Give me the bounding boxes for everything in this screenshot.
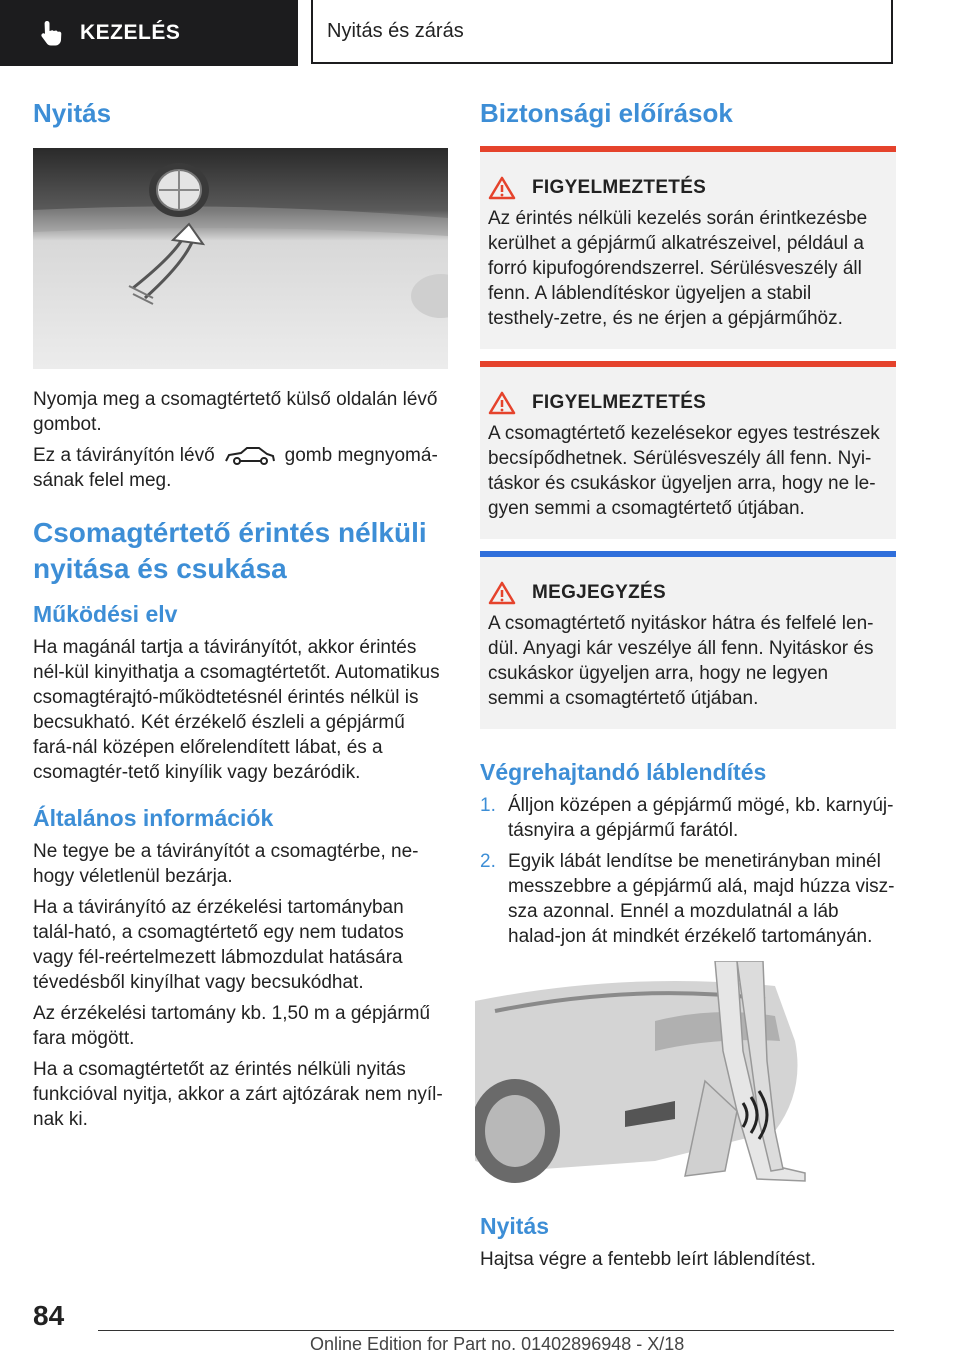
list-item: 2. Egyik lábát lendítse be menetirányban minél messzebbre a gépjármű alá, majd húzza visz-sza azonnal. Ennél a mozdulatnál a láb halad-jon át mindkét érzékelő tartományán. — [480, 851, 895, 947]
section-tab — [0, 0, 298, 66]
warning-text-2: A csomagtértető kezelésekor egyes testrészek becsípődhetnek. Sérülésveszély áll fenn. Nyi-táskor és csukáskor ügyeljen arra, hogy ne le-gyen semmi a csomagtértető útjában. — [488, 423, 880, 519]
left-column — [33, 96, 448, 1132]
heading-nyitas: Nyitás — [33, 98, 112, 128]
warning-title-2: FIGYELMEZTETÉS — [532, 392, 707, 413]
paragraph-remote-equivalent: Ez a távirányítón lévő gomb megnyomá- sának felel meg. — [33, 445, 438, 491]
pointing-hand-icon — [36, 18, 66, 48]
heading-general-info: Általános információk — [33, 805, 274, 831]
car-outline-icon — [223, 446, 277, 466]
paragraph-info-4: Ha a csomagtértetőt az érintés nélküli nyitás funkcióval nyitja, akkor a zárt ajtózárak nem nyíl-nak ki. — [33, 1059, 443, 1130]
chapter-tab — [311, 0, 893, 64]
footer-edition: Online Edition for Part no. 01402896948 - X/18 — [310, 1334, 685, 1354]
steps-list — [480, 793, 896, 949]
paragraph-info-3: Az érzékelési tartomány kb. 1,50 m a gépjármű fara mögött. — [33, 1003, 431, 1049]
heading-contactless: Csomagtértető érintés nélküli nyitása és csukása — [33, 517, 427, 584]
paragraph-info-2: Ha a távirányító az érzékelési tartományban talál-ható, a csomagtértető egy nem tudatos vagy fél-reértelmezett lábmozdulat hatására tévedésből kinyílhat vagy becsukódhat. — [33, 897, 404, 993]
warning-text-1: Az érintés nélküli kezelés során érintkezésbe kerülhet a gépjármű alkatrészeivel, például a forró kipufogórendszerrel. Sérülésveszély áll fenn. A láblendítéskor ügyeljen a stabil testhely-zetre, és ne érjen a gépjárműhöz. — [488, 208, 868, 329]
heading-safety: Biztonsági előírások — [480, 98, 733, 128]
section-label: KEZELÉS — [80, 21, 181, 44]
note-text: A csomagtértető nyitáskor hátra és felfelé len-dül. Anyagi kár veszélye áll fenn. Nyitáskor és csukáskor ügyeljen arra, hogy ne legyen semmi a csomagtértető útjában. — [488, 613, 874, 709]
heading-open: Nyitás — [480, 1213, 550, 1239]
kick-sensor-illustration — [475, 961, 830, 1183]
chapter-label: Nyitás és zárás — [327, 19, 464, 42]
trunk-button-illustration — [33, 148, 448, 369]
page-header — [0, 0, 960, 66]
note-title: MEGJEGYZÉS — [532, 582, 666, 603]
warning-box-2 — [480, 361, 896, 539]
heading-principle: Működési elv — [33, 601, 178, 627]
paragraph-info-1: Ne tegye be a távirányítót a csomagtérbe, ne-hogy véletlenül bezárja. — [33, 841, 419, 887]
paragraph-press-button: Nyomja meg a csomagtértető külső oldalán lévő gombot. — [33, 389, 438, 435]
note-box — [480, 551, 896, 729]
warning-triangle-icon — [488, 176, 516, 200]
warning-triangle-icon — [488, 581, 516, 605]
warning-title-1: FIGYELMEZTETÉS — [532, 177, 707, 198]
list-item: 1. Álljon középen a gépjármű mögé, kb. karnyúj-tásnyira a gépjármű farától. — [480, 795, 894, 841]
page-number: 84 — [33, 1300, 65, 1331]
right-column — [480, 96, 896, 1272]
paragraph-principle: Ha magánál tartja a távirányítót, akkor érintés nél-kül kinyithatja a csomagtértetőt. Automatikus csomagtérajtó-működtetésnél érintés nélkül is becsukható. Két érzékelő észleli a gépjármű fará-nál középen előrelendített lábat, és a csomagtér-tető kinyílik vagy bezáródik. — [33, 637, 440, 783]
footer-divider — [98, 1330, 894, 1331]
heading-kick-motion: Végrehajtandó láblendítés — [480, 759, 767, 785]
warning-triangle-icon — [488, 391, 516, 415]
warning-box-1 — [480, 146, 896, 349]
paragraph-open: Hajtsa végre a fentebb leírt láblendítést. — [480, 1249, 816, 1270]
